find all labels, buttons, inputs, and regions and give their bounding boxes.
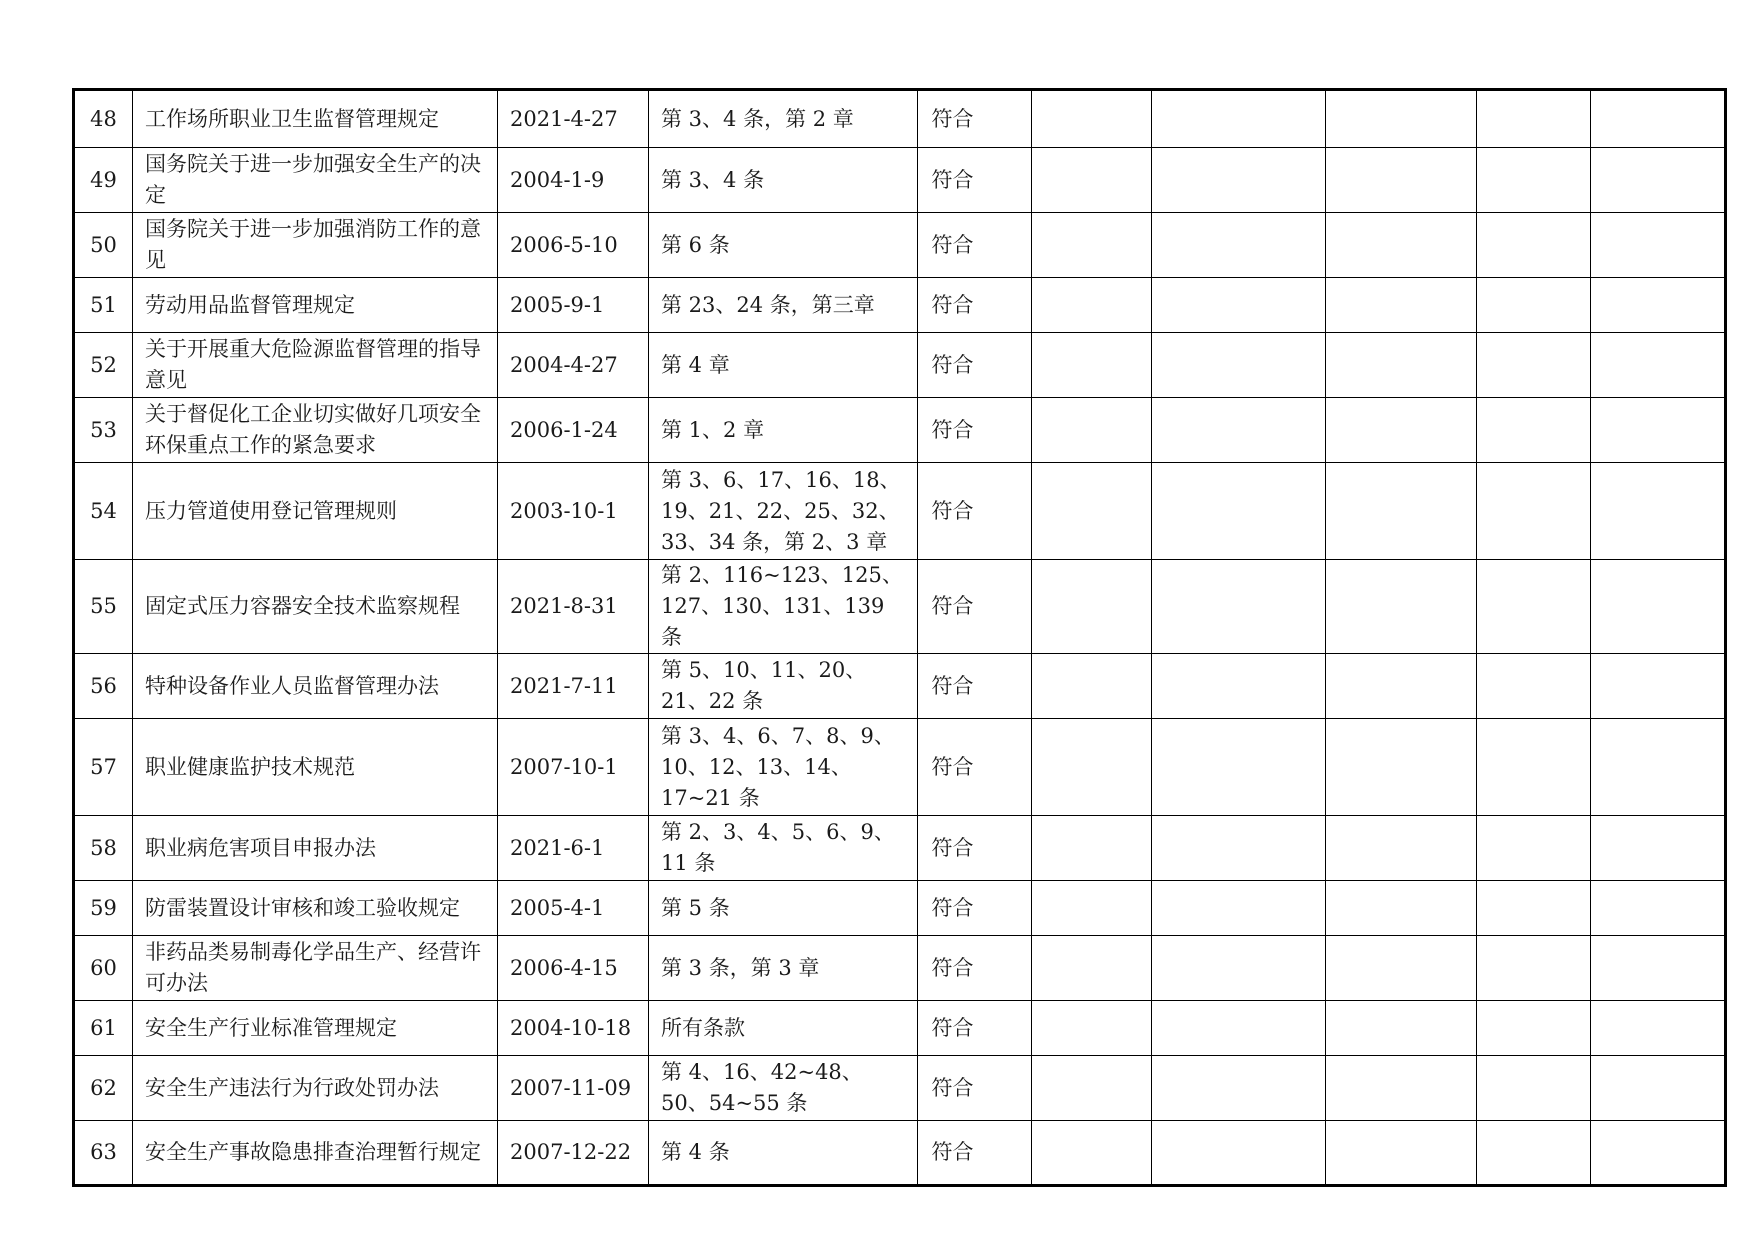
clauses-cell: 第 3 条，第 3 章 [649, 936, 918, 1001]
empty-cell [1032, 1001, 1152, 1056]
effective-date-cell: 2005-4-1 [498, 881, 649, 936]
row-number-cell: 58 [74, 816, 133, 881]
clauses-cell: 第 3、6、17、16、18、19、21、22、25、32、33、34 条，第 2、3 章 [649, 463, 918, 560]
empty-cell [1152, 936, 1326, 1001]
compliance-status-cell: 符合 [918, 654, 1032, 719]
row-number-cell: 50 [74, 213, 133, 278]
table-row [74, 463, 1726, 560]
compliance-status-cell: 符合 [918, 1001, 1032, 1056]
effective-date-cell: 2006-5-10 [498, 213, 649, 278]
empty-cell [1591, 560, 1726, 654]
clauses-cell: 第 23、24 条，第三章 [649, 278, 918, 333]
empty-cell [1326, 816, 1477, 881]
row-number-cell: 49 [74, 148, 133, 213]
effective-date-cell: 2004-10-18 [498, 1001, 649, 1056]
empty-cell [1477, 1121, 1591, 1186]
empty-cell [1152, 463, 1326, 560]
compliance-status-cell: 符合 [918, 213, 1032, 278]
empty-cell [1152, 654, 1326, 719]
empty-cell [1326, 90, 1477, 148]
clauses-cell: 第 4 章 [649, 333, 918, 398]
empty-cell [1591, 90, 1726, 148]
empty-cell [1152, 278, 1326, 333]
empty-cell [1591, 654, 1726, 719]
table-row [74, 936, 1726, 1001]
row-number-cell: 62 [74, 1056, 133, 1121]
empty-cell [1477, 1001, 1591, 1056]
row-number-cell: 54 [74, 463, 133, 560]
regulation-name-cell: 关于开展重大危险源监督管理的指导意见 [133, 333, 498, 398]
empty-cell [1477, 560, 1591, 654]
regulation-name-cell: 职业健康监护技术规范 [133, 719, 498, 816]
compliance-status-cell: 符合 [918, 398, 1032, 463]
compliance-status-cell: 符合 [918, 719, 1032, 816]
regulation-name-cell: 劳动用品监督管理规定 [133, 278, 498, 333]
compliance-status-cell: 符合 [918, 463, 1032, 560]
empty-cell [1477, 213, 1591, 278]
empty-cell [1152, 90, 1326, 148]
empty-cell [1477, 719, 1591, 816]
empty-cell [1326, 213, 1477, 278]
clauses-cell: 第 3、4 条 [649, 148, 918, 213]
empty-cell [1591, 881, 1726, 936]
effective-date-cell: 2021-8-31 [498, 560, 649, 654]
effective-date-cell: 2005-9-1 [498, 278, 649, 333]
table-row [74, 816, 1726, 881]
clauses-cell: 第 2、116~123、125、127、130、131、139 条 [649, 560, 918, 654]
regulation-name-cell: 防雷装置设计审核和竣工验收规定 [133, 881, 498, 936]
row-number-cell: 57 [74, 719, 133, 816]
empty-cell [1032, 398, 1152, 463]
row-number-cell: 61 [74, 1001, 133, 1056]
empty-cell [1152, 333, 1326, 398]
empty-cell [1032, 560, 1152, 654]
row-number-cell: 52 [74, 333, 133, 398]
empty-cell [1032, 90, 1152, 148]
empty-cell [1326, 1121, 1477, 1186]
empty-cell [1152, 1001, 1326, 1056]
compliance-status-cell: 符合 [918, 333, 1032, 398]
row-number-cell: 53 [74, 398, 133, 463]
compliance-status-cell: 符合 [918, 1056, 1032, 1121]
regulation-name-cell: 国务院关于进一步加强消防工作的意见 [133, 213, 498, 278]
compliance-status-cell: 符合 [918, 816, 1032, 881]
empty-cell [1032, 213, 1152, 278]
clauses-cell: 第 3、4 条，第 2 章 [649, 90, 918, 148]
row-number-cell: 55 [74, 560, 133, 654]
clauses-cell: 第 6 条 [649, 213, 918, 278]
regulation-name-cell: 工作场所职业卫生监督管理规定 [133, 90, 498, 148]
table-row [74, 148, 1726, 213]
empty-cell [1591, 333, 1726, 398]
empty-cell [1326, 333, 1477, 398]
row-number-cell: 51 [74, 278, 133, 333]
clauses-cell: 第 3、4、6、7、8、9、10、12、13、14、17~21 条 [649, 719, 918, 816]
compliance-status-cell: 符合 [918, 1121, 1032, 1186]
empty-cell [1326, 1056, 1477, 1121]
effective-date-cell: 2021-4-27 [498, 90, 649, 148]
effective-date-cell: 2006-4-15 [498, 936, 649, 1001]
table-row [74, 90, 1726, 148]
table-row [74, 1056, 1726, 1121]
table-row [74, 1001, 1726, 1056]
row-number-cell: 59 [74, 881, 133, 936]
table-row [74, 333, 1726, 398]
empty-cell [1477, 333, 1591, 398]
compliance-status-cell: 符合 [918, 560, 1032, 654]
empty-cell [1591, 398, 1726, 463]
empty-cell [1477, 463, 1591, 560]
empty-cell [1032, 1121, 1152, 1186]
empty-cell [1032, 278, 1152, 333]
table-row [74, 213, 1726, 278]
clauses-cell: 第 5 条 [649, 881, 918, 936]
effective-date-cell: 2004-4-27 [498, 333, 649, 398]
empty-cell [1591, 278, 1726, 333]
table-row [74, 398, 1726, 463]
empty-cell [1152, 881, 1326, 936]
empty-cell [1032, 148, 1152, 213]
empty-cell [1032, 654, 1152, 719]
effective-date-cell: 2021-6-1 [498, 816, 649, 881]
empty-cell [1477, 654, 1591, 719]
empty-cell [1032, 936, 1152, 1001]
empty-cell [1152, 148, 1326, 213]
empty-cell [1477, 278, 1591, 333]
empty-cell [1477, 90, 1591, 148]
regulations-table [72, 88, 1727, 1187]
regulation-name-cell: 非药品类易制毒化学品生产、经营许可办法 [133, 936, 498, 1001]
effective-date-cell: 2007-12-22 [498, 1121, 649, 1186]
row-number-cell: 48 [74, 90, 133, 148]
empty-cell [1591, 1001, 1726, 1056]
compliance-status-cell: 符合 [918, 278, 1032, 333]
regulation-name-cell: 安全生产违法行为行政处罚办法 [133, 1056, 498, 1121]
empty-cell [1152, 398, 1326, 463]
empty-cell [1152, 816, 1326, 881]
table-row [74, 560, 1726, 654]
compliance-status-cell: 符合 [918, 90, 1032, 148]
compliance-status-cell: 符合 [918, 881, 1032, 936]
regulation-name-cell: 安全生产事故隐患排查治理暂行规定 [133, 1121, 498, 1186]
empty-cell [1326, 654, 1477, 719]
empty-cell [1591, 936, 1726, 1001]
regulation-name-cell: 安全生产行业标准管理规定 [133, 1001, 498, 1056]
empty-cell [1326, 1001, 1477, 1056]
empty-cell [1591, 148, 1726, 213]
empty-cell [1477, 148, 1591, 213]
clauses-cell: 所有条款 [649, 1001, 918, 1056]
table-body [74, 90, 1726, 1186]
table-row [74, 881, 1726, 936]
empty-cell [1032, 816, 1152, 881]
compliance-status-cell: 符合 [918, 936, 1032, 1001]
effective-date-cell: 2021-7-11 [498, 654, 649, 719]
row-number-cell: 63 [74, 1121, 133, 1186]
empty-cell [1152, 213, 1326, 278]
empty-cell [1032, 1056, 1152, 1121]
empty-cell [1032, 463, 1152, 560]
clauses-cell: 第 4 条 [649, 1121, 918, 1186]
empty-cell [1326, 148, 1477, 213]
compliance-status-cell: 符合 [918, 148, 1032, 213]
empty-cell [1591, 1121, 1726, 1186]
empty-cell [1591, 1056, 1726, 1121]
empty-cell [1591, 213, 1726, 278]
empty-cell [1591, 816, 1726, 881]
empty-cell [1591, 719, 1726, 816]
clauses-cell: 第 1、2 章 [649, 398, 918, 463]
empty-cell [1032, 333, 1152, 398]
empty-cell [1326, 463, 1477, 560]
clauses-cell: 第 2、3、4、5、6、9、11 条 [649, 816, 918, 881]
empty-cell [1326, 560, 1477, 654]
effective-date-cell: 2004-1-9 [498, 148, 649, 213]
empty-cell [1032, 719, 1152, 816]
empty-cell [1326, 881, 1477, 936]
empty-cell [1152, 1056, 1326, 1121]
empty-cell [1032, 881, 1152, 936]
row-number-cell: 60 [74, 936, 133, 1001]
regulation-name-cell: 职业病危害项目申报办法 [133, 816, 498, 881]
effective-date-cell: 2003-10-1 [498, 463, 649, 560]
empty-cell [1152, 560, 1326, 654]
empty-cell [1326, 398, 1477, 463]
effective-date-cell: 2006-1-24 [498, 398, 649, 463]
empty-cell [1326, 719, 1477, 816]
empty-cell [1591, 463, 1726, 560]
empty-cell [1477, 1056, 1591, 1121]
empty-cell [1152, 1121, 1326, 1186]
empty-cell [1477, 936, 1591, 1001]
empty-cell [1477, 398, 1591, 463]
effective-date-cell: 2007-11-09 [498, 1056, 649, 1121]
regulation-name-cell: 国务院关于进一步加强安全生产的决定 [133, 148, 498, 213]
row-number-cell: 56 [74, 654, 133, 719]
regulation-name-cell: 关于督促化工企业切实做好几项安全环保重点工作的紧急要求 [133, 398, 498, 463]
empty-cell [1326, 936, 1477, 1001]
table-row [74, 719, 1726, 816]
empty-cell [1477, 816, 1591, 881]
table-row [74, 1121, 1726, 1186]
empty-cell [1477, 881, 1591, 936]
regulation-name-cell: 压力管道使用登记管理规则 [133, 463, 498, 560]
regulation-name-cell: 固定式压力容器安全技术监察规程 [133, 560, 498, 654]
empty-cell [1326, 278, 1477, 333]
regulation-name-cell: 特种设备作业人员监督管理办法 [133, 654, 498, 719]
table-row [74, 278, 1726, 333]
empty-cell [1152, 719, 1326, 816]
effective-date-cell: 2007-10-1 [498, 719, 649, 816]
clauses-cell: 第 4、16、42~48、50、54~55 条 [649, 1056, 918, 1121]
clauses-cell: 第 5、10、11、20、21、22 条 [649, 654, 918, 719]
table-row [74, 654, 1726, 719]
